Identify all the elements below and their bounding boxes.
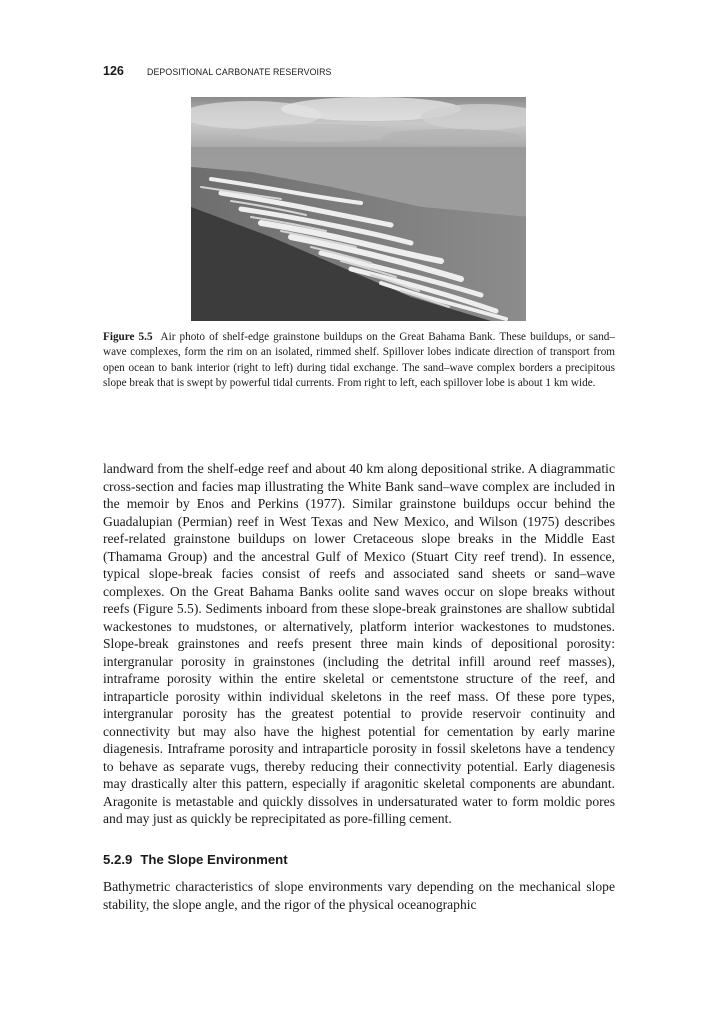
body-paragraph: landward from the shelf-edge reef and about 40 km along depositional strike. A diagrammatic cross-section and facies map illustrating the White Bank sand–wave complex are included in the memoir by Enos and Perkins (1977). Similar grainstone buildups occur behind the Guadalupian (Permian) reef in West Texas and New Mexico, and Wilson (1975) describes reef-related grainstone buildups on lower Cretaceous slope breaks in the Middle East (Thamama Group) and the ancestral Gulf of Mexico (Stuart City reef trend). In essence, typical slope-break facies consist of reefs and associated sand sheets or sand–wave complexes. On the Great Bahama Banks oolite sand waves occur on slope breaks without reefs (Figure 5.5). Sediments inboard from these slope-break grainstones are shallow subtidal wackestones to mudstones, or alternatively, platform interior wackestones to mudstones. Slope-break grainstones and reefs present three main kinds of depositional porosity: intergranular porosity in grainstones (including the detrital infill around reef masses), intraframe porosity within the entire skeletal or cementstone structure of the reef, and intraparticle porosity within individual skeletons in the reef mass. Of these pore types, intergranular porosity has the greatest potential to provide reservoir continuity and connectivity but may also have the highest potential for cementation by early marine diagenesis. Intraframe porosity and intraparticle porosity in fossil skeletons have a tendency to behave as separate vugs, thereby reducing their connectivity potential. Early diagenesis may drastically alter this pattern, especially if aragonitic skeletal components are abundant. Aragonite is metastable and quickly dissolves in undersaturated water to form moldic pores and may just as quickly be reprecipitated as pore-filling cement. bbox=[103, 461, 615, 826]
figure-caption-text: Air photo of shelf-edge grainstone buildups on the Great Bahama Bank. These buildups, or sand–wave complexes, form the rim on an isolated, rimmed shelf. Spillover lobes indicate direction of transport from open ocean to bank interior (right to left) during tidal exchange. The sand–wave complex borders a precipitous slope break that is swept by powerful tidal currents. From right to left, each spillover lobe is about 1 km wide. bbox=[103, 331, 615, 389]
page-number: 126 bbox=[103, 64, 124, 78]
body-paragraph-2: Bathymetric characteristics of slope environments vary depending on the mechanical slope stability, the slope angle, and the rigor of the physical oceanographic bbox=[103, 879, 615, 912]
subsection-title: The Slope Environment bbox=[140, 852, 288, 867]
running-head-title: DEPOSITIONAL CARBONATE RESERVOIRS bbox=[147, 67, 332, 77]
aerial-photo bbox=[191, 97, 526, 321]
figure-label: Figure 5.5 bbox=[103, 331, 153, 343]
subsection-number: 5.2.9 bbox=[103, 852, 133, 867]
running-head bbox=[103, 62, 623, 78]
figure-caption bbox=[103, 330, 615, 391]
subsection-heading bbox=[103, 852, 615, 867]
